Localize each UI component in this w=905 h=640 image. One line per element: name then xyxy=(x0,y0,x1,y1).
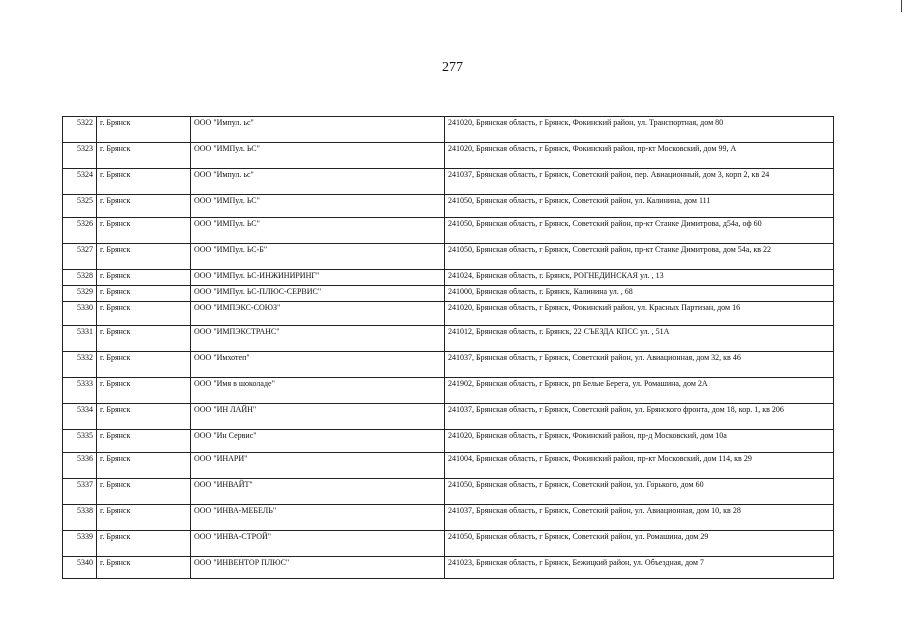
row-number-cell: 5333 xyxy=(63,378,97,404)
address-cell: 241037, Брянская область, г Брянск, Советский район, пер. Авиационный, дом 3, корп 2, кв 24 xyxy=(445,169,834,195)
address-cell: 241020, Брянская область, г Брянск, Фокинский район, пр-кт Московский, дом 99, А xyxy=(445,143,834,169)
company-name-cell: ООО "ИНВА-МЕБЕЛЬ" xyxy=(191,505,445,531)
table-row xyxy=(63,169,834,195)
address-cell: 241037, Брянская область, г Брянск, Советский район, ул. Авиационная, дом 10, кв 28 xyxy=(445,505,834,531)
address-cell: 241050, Брянская область, г Брянск, Советский район, пр-кт Станке Димитрова, дом 54а, кв 22 xyxy=(445,244,834,270)
table-row xyxy=(63,430,834,453)
row-number-cell: 5337 xyxy=(63,479,97,505)
company-name-cell: ООО "Ин Сервис" xyxy=(191,430,445,453)
scan-edge-mark xyxy=(901,0,902,12)
row-number-cell: 5340 xyxy=(63,557,97,579)
company-name-cell: ООО "ИМПул. ЬС" xyxy=(191,143,445,169)
row-number-cell: 5328 xyxy=(63,270,97,286)
row-number-cell: 5334 xyxy=(63,404,97,430)
city-cell: г. Брянск xyxy=(97,430,191,453)
table-row xyxy=(63,195,834,218)
row-number-cell: 5323 xyxy=(63,143,97,169)
row-number-cell: 5326 xyxy=(63,218,97,244)
company-name-cell: ООО "ИНВЕНТОР ПЛЮС" xyxy=(191,557,445,579)
table-row xyxy=(63,286,834,302)
row-number-cell: 5338 xyxy=(63,505,97,531)
registry-table-body xyxy=(63,117,834,579)
table-row xyxy=(63,218,834,244)
city-cell: г. Брянск xyxy=(97,218,191,244)
table-row xyxy=(63,352,834,378)
company-name-cell: ООО "ИМПЭКСТРАНС" xyxy=(191,326,445,352)
city-cell: г. Брянск xyxy=(97,286,191,302)
table-row xyxy=(63,453,834,479)
table-row xyxy=(63,326,834,352)
company-name-cell: ООО "ИМПул. ЬС-ИНЖИНИРИНГ" xyxy=(191,270,445,286)
city-cell: г. Брянск xyxy=(97,302,191,326)
city-cell: г. Брянск xyxy=(97,352,191,378)
company-name-cell: ООО "Импул. ьс" xyxy=(191,117,445,143)
table-row xyxy=(63,531,834,557)
row-number-cell: 5324 xyxy=(63,169,97,195)
company-name-cell: ООО "ИНВАЙТ" xyxy=(191,479,445,505)
company-name-cell: ООО "ИМПул. ЬС-ПЛЮС-СЕРВИС" xyxy=(191,286,445,302)
company-name-cell: ООО "Имя в шоколаде" xyxy=(191,378,445,404)
company-name-cell: ООО "ИМПул. ЬС" xyxy=(191,195,445,218)
company-name-cell: ООО "ИМПул. ЬС-Б" xyxy=(191,244,445,270)
city-cell: г. Брянск xyxy=(97,378,191,404)
row-number-cell: 5327 xyxy=(63,244,97,270)
table-row xyxy=(63,557,834,579)
company-name-cell: ООО "ИМПЭКС-СОЮЗ" xyxy=(191,302,445,326)
city-cell: г. Брянск xyxy=(97,479,191,505)
address-cell: 241902, Брянская область, г Брянск, рп Белые Берега, ул. Ромашина, дом 2А xyxy=(445,378,834,404)
table-row xyxy=(63,143,834,169)
table-row xyxy=(63,404,834,430)
table-row xyxy=(63,479,834,505)
table-row xyxy=(63,117,834,143)
page-number: 277 xyxy=(442,60,463,75)
company-name-cell: ООО "ИНВА-СТРОЙ" xyxy=(191,531,445,557)
address-cell: 241012, Брянская область, г. Брянск, 22 СЪЕЗДА КПСС ул. , 51А xyxy=(445,326,834,352)
company-name-cell: ООО "ИНАРИ" xyxy=(191,453,445,479)
city-cell: г. Брянск xyxy=(97,169,191,195)
city-cell: г. Брянск xyxy=(97,404,191,430)
city-cell: г. Брянск xyxy=(97,143,191,169)
row-number-cell: 5332 xyxy=(63,352,97,378)
row-number-cell: 5325 xyxy=(63,195,97,218)
row-number-cell: 5322 xyxy=(63,117,97,143)
city-cell: г. Брянск xyxy=(97,117,191,143)
company-name-cell: ООО "ИН ЛАЙН" xyxy=(191,404,445,430)
city-cell: г. Брянск xyxy=(97,195,191,218)
address-cell: 241050, Брянская область, г Брянск, Советский район, ул. Калинина, дом 111 xyxy=(445,195,834,218)
table-row xyxy=(63,302,834,326)
company-name-cell: ООО "Имхотеп" xyxy=(191,352,445,378)
address-cell: 241020, Брянская область, г Брянск, Фокинский район, ул. Красных Партизан, дом 16 xyxy=(445,302,834,326)
address-cell: 241024, Брянская область, г. Брянск, РОГНЕДИНСКАЯ ул. , 13 xyxy=(445,270,834,286)
table-row xyxy=(63,244,834,270)
city-cell: г. Брянск xyxy=(97,505,191,531)
city-cell: г. Брянск xyxy=(97,326,191,352)
city-cell: г. Брянск xyxy=(97,270,191,286)
address-cell: 241020, Брянская область, г Брянск, Фокинский район, пр-д Московский, дом 10а xyxy=(445,430,834,453)
address-cell: 241000, Брянская область, г. Брянск, Калинина ул. , 68 xyxy=(445,286,834,302)
row-number-cell: 5331 xyxy=(63,326,97,352)
row-number-cell: 5339 xyxy=(63,531,97,557)
row-number-cell: 5329 xyxy=(63,286,97,302)
address-cell: 241037, Брянская область, г Брянск, Советский район, ул. Брянского фронта, дом 18, кор. 1, кв 206 xyxy=(445,404,834,430)
row-number-cell: 5335 xyxy=(63,430,97,453)
address-cell: 241050, Брянская область, г Брянск, Советский район, пр-кт Станке Димитрова, д54а, оф 60 xyxy=(445,218,834,244)
city-cell: г. Брянск xyxy=(97,557,191,579)
address-cell: 241023, Брянская область, г Брянск, Бежицкий район, ул. Объездная, дом 7 xyxy=(445,557,834,579)
row-number-cell: 5336 xyxy=(63,453,97,479)
address-cell: 241037, Брянская область, г Брянск, Советский район, ул. Авиационная, дом 32, кв 46 xyxy=(445,352,834,378)
company-name-cell: ООО "Импул. ьс" xyxy=(191,169,445,195)
table-row xyxy=(63,270,834,286)
company-name-cell: ООО "ИМПул. ЬС" xyxy=(191,218,445,244)
address-cell: 241050, Брянская область, г Брянск, Советский район, ул. Ромашина, дом 29 xyxy=(445,531,834,557)
address-cell: 241050, Брянская область, г Брянск, Советский район, ул. Горького, дом 60 xyxy=(445,479,834,505)
registry-table xyxy=(62,116,834,579)
city-cell: г. Брянск xyxy=(97,244,191,270)
table-row xyxy=(63,378,834,404)
address-cell: 241004, Брянская область, г Брянск, Фокинский район, пр-кт Московский, дом 114, кв 29 xyxy=(445,453,834,479)
row-number-cell: 5330 xyxy=(63,302,97,326)
city-cell: г. Брянск xyxy=(97,531,191,557)
address-cell: 241020, Брянская область, г Брянск, Фокинский район, ул. Транспортная, дом 80 xyxy=(445,117,834,143)
table-row xyxy=(63,505,834,531)
city-cell: г. Брянск xyxy=(97,453,191,479)
